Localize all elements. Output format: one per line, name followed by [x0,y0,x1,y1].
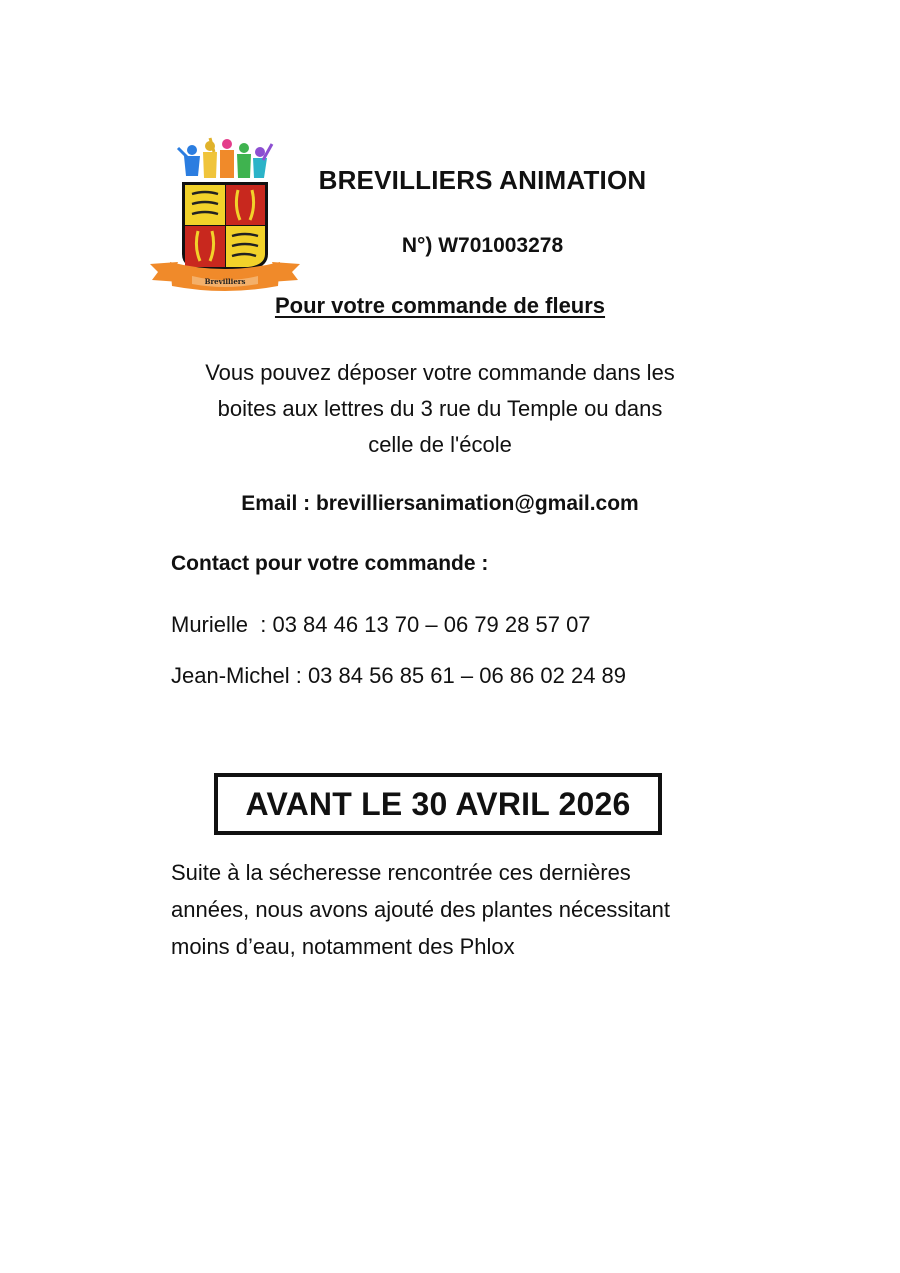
note-line: moins d’eau, notamment des Phlox [171,934,515,959]
svg-text:Brevilliers: Brevilliers [204,277,246,286]
note-line: années, nous avons ajouté des plantes nécessitant [171,897,671,922]
deadline-banner [214,773,662,835]
order-instructions [150,355,730,463]
order-heading: Pour votre commande de fleurs [274,293,606,318]
registration-number: N°) W701003278 [401,234,564,257]
contact-jean-michel: Jean-Michel : 03 84 56 85 61 – 06 86 02 24 89 [171,663,627,688]
contact-title: Contact pour votre commande : [171,552,489,575]
figures-icon [178,138,272,178]
shield-icon [182,182,268,270]
instructions-line: Vous pouvez déposer votre commande dans les [205,360,675,385]
coat-of-arms-logo [148,136,302,292]
deadline-text: AVANT LE 30 AVRIL 2026 [245,785,631,822]
instructions-line: boites aux lettres du 3 rue du Temple ou dans [217,396,663,421]
note-line: Suite à la sécheresse rencontrée ces dernières [171,860,631,885]
drought-note [171,854,731,965]
instructions-line: celle de l'école [368,432,512,457]
email-line: Email : brevilliersanimation@gmail.com [241,492,639,515]
organization-name: BREVILLIERS ANIMATION [318,165,647,195]
contact-murielle: Murielle : 03 84 46 13 70 – 06 79 28 57 07 [171,612,591,637]
